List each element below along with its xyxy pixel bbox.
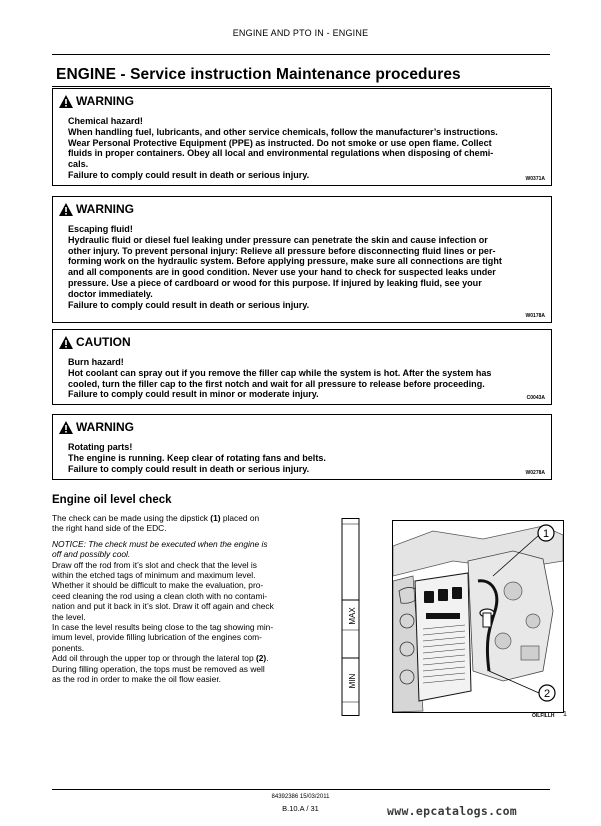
warning-label-text: WARNING: [76, 94, 134, 108]
body-line: as the rod in order to make the oil flow easier.: [52, 674, 221, 685]
body-line: Draw off the rod from it’s slot and check that the level is: [52, 559, 257, 570]
warning-line: Failure to comply could result in death or serious injury.: [68, 169, 310, 180]
callout-1-label: 1: [542, 528, 550, 540]
figure-caption: OILFILLH: [532, 713, 555, 719]
caution-text: [68, 357, 554, 400]
warning-line: Failure to comply could result in death or serious injury.: [68, 463, 310, 474]
warning-triangle-icon: [59, 95, 73, 108]
text-run: The check can be made using the dipstick: [52, 513, 211, 523]
paragraph: [52, 513, 310, 523]
warning-line: Hot coolant can spray out if you remove the filler cap while the system is hot. After the system has: [68, 367, 492, 378]
warning-code: W0278A: [525, 470, 545, 476]
dipstick-min-label: MIN: [348, 673, 357, 689]
paragraph: [52, 653, 310, 663]
warning-line: forming work on the hydraulic system. Before applying pressure, make sure all connections are tight: [68, 256, 502, 267]
footer-rule: [52, 789, 550, 790]
notice-line: NOTICE: The check must be executed when the engine is: [52, 538, 268, 549]
body-line: ponents.: [52, 642, 85, 653]
warning-line: When handling fuel, lubricants, and other service chemicals, follow the manufacturer’s instructions.: [68, 126, 498, 137]
warning-line: and all components are in good condition. Never use your hand to check for suspected leaks under: [68, 267, 496, 278]
warning-line: The engine is running. Keep clear of rotating fans and belts.: [68, 452, 326, 463]
body-line: In case the level results being close to the tag showing min-: [52, 622, 274, 633]
warning-text: [68, 224, 554, 310]
notice-line: off and possibly cool.: [52, 549, 131, 560]
callout-ref: (2): [255, 653, 267, 664]
dipstick-illustration: [336, 518, 366, 716]
caution-triangle-icon: [59, 336, 73, 349]
engine-figure: [392, 520, 564, 713]
warning-line: cooled, turn the filler cap to the first notch and wait for all pressure to release before proceeding.: [68, 378, 485, 389]
body-line: the level.: [52, 611, 86, 622]
body-line: ceed cleaning the rod using a clean cloth with no contami-: [52, 590, 268, 601]
warning-line: other injury. To prevent personal injury: Relieve all pressure before disconnecting fluid lines or per-: [68, 245, 496, 256]
warning-line: doctor immediately.: [68, 288, 153, 299]
body-line: During filling operation, the tops must be removed as well: [52, 663, 265, 674]
callout-2-label: 2: [543, 688, 551, 700]
warning-text: [68, 442, 554, 474]
caution-label-text: CAUTION: [76, 335, 131, 349]
warning-line: Chemical hazard!: [68, 116, 143, 126]
callout-ref: (1): [210, 513, 221, 523]
warning-label-text: WARNING: [76, 202, 134, 216]
warning-line: Burn hazard!: [68, 357, 124, 367]
warning-line: Failure to comply could result in minor or moderate injury.: [68, 389, 319, 400]
warning-label: [59, 420, 134, 434]
warning-line: fluids in proper containers. Obey all local and environmental regulations when disposing of chemi-: [68, 148, 494, 159]
warning-triangle-icon: [59, 203, 73, 216]
warning-text: [68, 116, 554, 181]
caution-box-burn: [52, 329, 552, 405]
warning-line: Failure to comply could result in death or serious injury.: [68, 299, 310, 310]
warning-code: W0178A: [525, 313, 545, 319]
warning-box-rotating: [52, 414, 552, 480]
oil-check-body: [52, 513, 310, 685]
warning-line: Escaping fluid!: [68, 224, 133, 234]
page-number: B.10.A / 31: [282, 804, 319, 813]
paragraph: the right hand side of the EDC.: [52, 523, 167, 534]
section-heading: Engine oil level check: [52, 494, 172, 506]
document-reference: 84392386 15/03/2011: [271, 794, 330, 800]
warning-line: Rotating parts!: [68, 442, 133, 452]
warning-label: [59, 202, 134, 216]
dipstick-max-label: MAX: [348, 607, 357, 625]
warning-code: W0371A: [525, 176, 545, 182]
warning-box-chemical: [52, 88, 552, 186]
figure-number: 1: [563, 711, 567, 718]
page-header: ENGINE AND PTO IN - ENGINE: [232, 28, 369, 38]
warning-line: Hydraulic fluid or diesel fuel leaking under pressure can penetrate the skin and cause infection or: [68, 234, 488, 245]
warning-label-text: WARNING: [76, 420, 134, 434]
watermark-text: www.epcatalogs.com: [387, 804, 518, 818]
warning-line: pressure. Use a piece of cardboard or wood for this purpose. If injured by leaking fluid, see your: [68, 277, 482, 288]
caution-label: [59, 335, 131, 349]
body-line: within the etched tags of minimum and maximum level.: [52, 570, 256, 581]
title-rule: [52, 86, 550, 87]
warning-label: [59, 94, 134, 108]
text-run: Add oil through the upper top or through the lateral top: [52, 653, 256, 664]
body-line: nation and put it back in it’s slot. Draw it off again and check: [52, 601, 274, 612]
warning-triangle-icon: [59, 421, 73, 434]
page-title: ENGINE - Service instruction Maintenance procedures: [56, 66, 461, 83]
warning-line: cals.: [68, 159, 89, 170]
text-run: .: [266, 653, 269, 664]
header-rule: [52, 54, 550, 55]
warning-box-fluid: [52, 196, 552, 323]
warning-code: C0043A: [526, 395, 545, 401]
body-line: imum level, provide filling lubrication of the engines com-: [52, 632, 262, 643]
body-line: Whether it should be difficult to make the evaluation, pro-: [52, 580, 264, 591]
warning-line: Wear Personal Protective Equipment (PPE) as instructed. Do not smoke or use open flame. Collect: [68, 137, 492, 148]
text-run: placed on: [220, 513, 260, 523]
engine-illustration: [393, 521, 563, 712]
